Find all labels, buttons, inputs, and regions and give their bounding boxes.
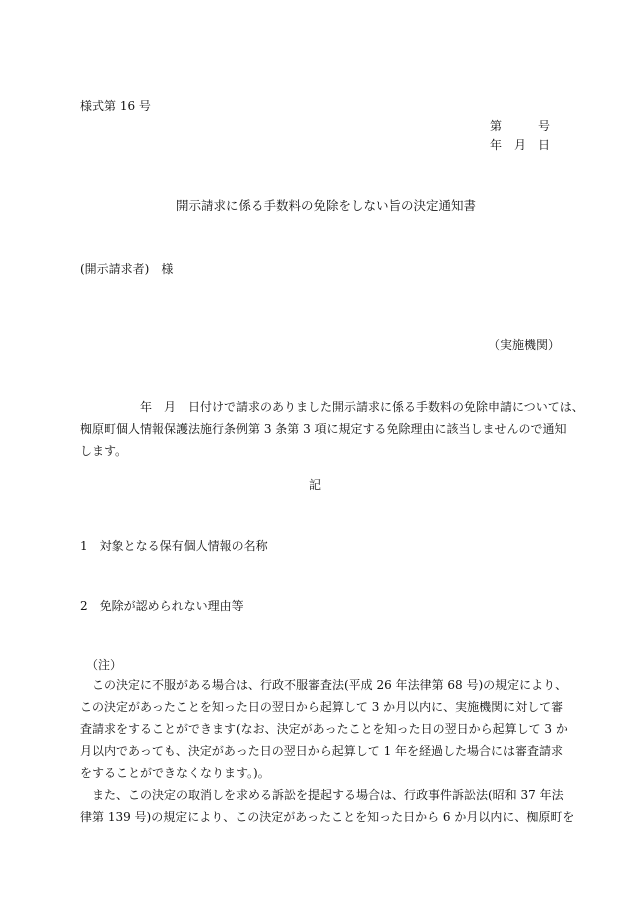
form-number: 様式第 16 号 <box>80 99 151 113</box>
note-line: をすることができなくなります。)。 <box>80 766 270 780</box>
note-heading: （注） <box>86 658 123 672</box>
ki-heading: 記 <box>309 478 322 492</box>
note-line: 律第 139 号)の規定により、この決定があったことを知った日から 6 か月以内に、椥原町を <box>80 810 575 824</box>
note-line: また、この決定の取消しを求める訴訟を提起する場合は、行政事件訴訟法(昭和 37 年法 <box>80 788 564 802</box>
item-1-heading: 1 対象となる保有個人情報の名称 <box>80 539 268 553</box>
document-title: 開示請求に係る手数料の免除をしない旨の決定通知書 <box>176 198 477 213</box>
body-line: 椥原町個人情報保護法施行条例第 3 条第 3 項に規定する免除理由に該当しませんので通知 <box>80 422 567 436</box>
note-line: 月以内であっても、決定があった日の翌日から起算して 1 年を経過した場合には審査請求 <box>80 744 564 758</box>
note-line: この決定があったことを知った日の翌日から起算して 3 か月以内に、実施機関に対して審 <box>80 700 564 714</box>
addressee: (開示請求者) 様 <box>80 262 174 276</box>
body-paragraph <box>80 396 584 462</box>
note-paragraph <box>80 674 575 828</box>
body-line: します。 <box>80 444 128 458</box>
document-date: 年 月 日 <box>490 138 551 152</box>
note-line: この決定に不服がある場合は、行政不服審査法(平成 26 年法律第 68 号)の規定により、 <box>80 678 568 692</box>
body-line: 年 月 日付けで請求のありました開示請求に係る手数料の免除申請については、 <box>80 400 584 414</box>
issuing-agency: （実施機関） <box>488 338 561 352</box>
document-number: 第 号 <box>490 119 551 133</box>
note-line: 査請求をすることができます(なお、決定があったことを知った日の翌日から起算して 3 か <box>80 722 568 736</box>
item-2-heading: 2 免除が認められない理由等 <box>80 599 244 613</box>
